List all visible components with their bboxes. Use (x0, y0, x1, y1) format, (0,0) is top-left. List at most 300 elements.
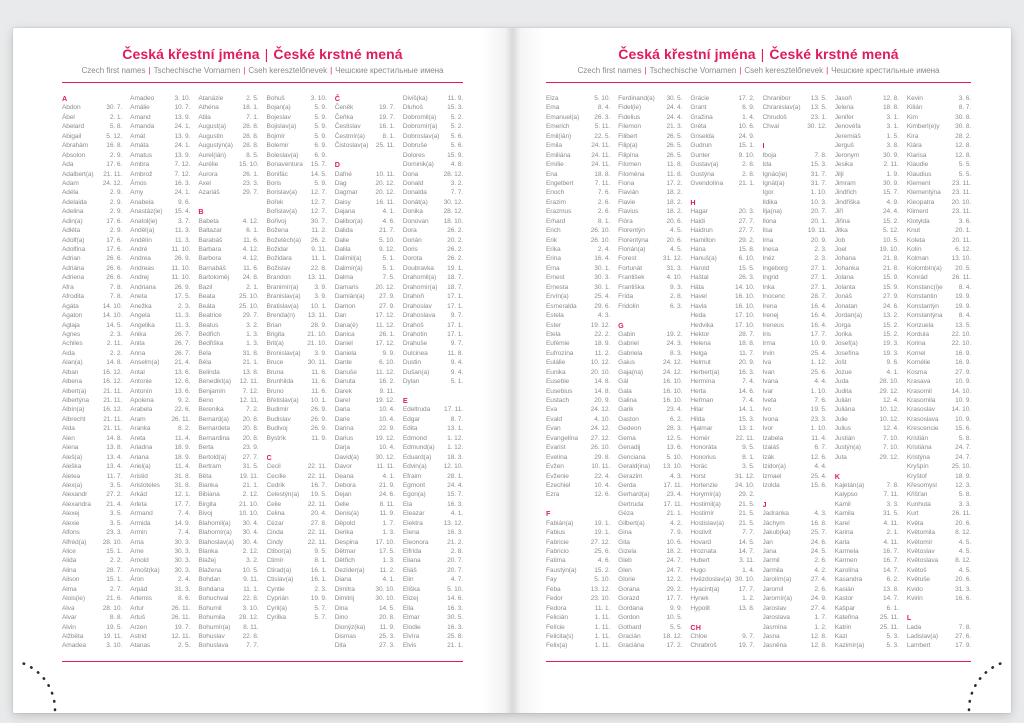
first-name: Irena (762, 302, 778, 310)
name-day-date: 30. 3. (174, 566, 191, 574)
first-name: Branislav(a) (266, 293, 301, 301)
first-name: Jindřiška (834, 198, 860, 206)
name-day-date: 11. 6. (311, 387, 327, 395)
name-entry (62, 113, 122, 122)
first-name: Despina (334, 538, 359, 546)
name-entry (335, 472, 395, 481)
first-name: Genadij (618, 444, 641, 452)
name-day-date: 29. 12. (879, 387, 899, 395)
name-entry (62, 575, 122, 584)
name-entry (198, 160, 258, 169)
first-name: Edvin(a) (402, 463, 427, 471)
name-entry (403, 245, 463, 254)
first-name: Jonatan (834, 302, 858, 310)
first-name: Garik (618, 406, 634, 414)
first-name: Brigita (266, 330, 285, 338)
name-entry (763, 207, 827, 216)
name-day-date: 30. 1. (594, 264, 611, 272)
first-name: Adin(a) (62, 217, 83, 225)
first-name: Job (834, 236, 846, 244)
name-entry (267, 103, 327, 112)
name-day-date: 17. 5. (378, 548, 395, 555)
name-day-date: 26. 9. (174, 255, 191, 263)
name-entry (403, 207, 463, 216)
name-day-date: 16. 3. (447, 500, 464, 508)
name-day-date: 14. 5. (310, 170, 327, 178)
name-entry (835, 415, 899, 424)
first-name: Barbora (198, 255, 222, 263)
name-entry (62, 604, 122, 613)
name-day-date: 15. 7. (882, 189, 899, 197)
name-entry (403, 330, 463, 339)
name-day-date: 16. 3. (447, 623, 464, 631)
name-entry (62, 264, 122, 273)
first-name: Atanázie (198, 95, 224, 102)
name-entry (62, 358, 122, 367)
name-entry (690, 415, 754, 424)
first-name: Edeltruda (402, 406, 431, 414)
name-entry (130, 556, 190, 565)
first-name: Hypolit (690, 604, 710, 612)
name-entry (267, 151, 327, 160)
name-day-date: 18. 2. (666, 198, 683, 206)
name-entry (546, 217, 610, 226)
name-day-date: 28. 10. (102, 604, 123, 612)
first-name: Chrabroš (690, 642, 717, 650)
first-name: Gabriela (618, 349, 643, 357)
name-day-date: 27. 4. (810, 576, 827, 584)
name-entry (763, 264, 827, 273)
name-entry (403, 509, 463, 518)
first-name: Fabricio (546, 548, 569, 555)
name-day-date: 2. 11. (883, 161, 899, 169)
name-day-date: 20. 9. (738, 359, 755, 367)
first-name: Gala (618, 387, 632, 395)
name-entry (335, 198, 395, 207)
first-name: Dora (402, 227, 417, 235)
separator: | (148, 66, 151, 75)
first-name: Hubert (690, 557, 710, 565)
name-day-date: 24. 4. (666, 104, 683, 112)
first-name: Hilda (690, 415, 705, 423)
name-entry (763, 179, 827, 188)
name-day-date: 28. 8. (242, 123, 259, 131)
name-entry (835, 94, 899, 103)
name-entry (130, 387, 190, 396)
first-name: Dezider(a) (334, 566, 365, 574)
first-name: Arleta (130, 500, 147, 508)
first-name: Konstanc(i)e (906, 283, 943, 291)
name-day-date: 7. 8. (109, 283, 123, 291)
name-entry (335, 387, 395, 396)
name-entry (546, 236, 610, 245)
first-name: Bojan(a) (266, 104, 291, 112)
first-name: Květa (906, 519, 924, 527)
name-entry (835, 623, 899, 632)
first-name: Josefína (834, 349, 859, 357)
first-name: Erika (546, 246, 561, 253)
first-name: Jarmil (762, 557, 780, 565)
name-day-date: 20. 10. (590, 368, 611, 376)
name-day-date: 24. 4. (447, 481, 464, 489)
first-name: Dismas (334, 632, 357, 640)
name-entry (546, 396, 610, 405)
name-entry (546, 292, 610, 301)
name-day-date: 2. 3. (814, 255, 827, 263)
name-day-date: 16. 3. (738, 368, 755, 376)
name-day-date: 6. 1. (886, 604, 899, 612)
section-letter: G (618, 320, 624, 330)
name-day-date: 1. 7. (814, 614, 827, 622)
first-name: Erazim (546, 198, 566, 206)
name-entry (907, 405, 971, 414)
first-name: Egmont (402, 481, 425, 489)
name-day-date: 23. 3. (810, 415, 827, 423)
name-day-date: 15. 7. (310, 161, 327, 169)
first-name: Krasoslav (906, 406, 935, 414)
name-entry (267, 358, 327, 367)
name-day-date: 8. 2. (178, 425, 191, 433)
name-entry (546, 151, 610, 160)
first-name: Konstantýn (906, 302, 939, 310)
first-name: Bratislav(a) (266, 302, 299, 310)
name-entry (130, 547, 190, 556)
name-entry (198, 368, 258, 377)
name-entry (130, 472, 190, 481)
name-day-date: 6. 10. (378, 359, 395, 367)
name-day-date: 13. 10. (662, 463, 683, 471)
first-name: Andreas (130, 264, 155, 272)
name-day-date: 8. 12. (955, 529, 972, 537)
name-day-date: 21. 4. (174, 359, 191, 367)
name-day-date: 26. 9. (310, 425, 327, 433)
name-entry (835, 122, 899, 131)
name-day-date: 16. 9. (955, 349, 972, 357)
name-entry (835, 103, 899, 112)
name-entry (907, 132, 971, 141)
first-name: Grácie (690, 95, 710, 102)
name-day-date: 2. 2. (109, 349, 123, 357)
first-name: Brian (266, 321, 282, 329)
first-name: Drahuše (402, 340, 428, 348)
name-entry (835, 604, 899, 613)
name-entry (62, 500, 122, 509)
name-entry (907, 538, 971, 547)
name-entry (618, 236, 682, 245)
name-entry (835, 443, 899, 452)
name-day-date: 7. 4. (742, 397, 755, 404)
name-day-date: 25. 7. (810, 529, 827, 537)
first-name: Augustýn(a) (198, 142, 233, 150)
name-entry (546, 377, 610, 386)
name-day-date: 30. 10. (375, 585, 395, 593)
first-name: Arpád (130, 585, 148, 593)
page-title (546, 46, 971, 63)
name-day-date: 2. 8. (742, 161, 755, 169)
name-day-date: 3. 10. (174, 95, 191, 102)
name-entry (198, 424, 258, 433)
spacer-row (907, 604, 971, 613)
name-entry (198, 462, 258, 471)
name-entry (835, 321, 899, 330)
first-name: Eliana (402, 557, 421, 565)
name-day-date: 31. 5. (882, 510, 899, 518)
first-name: Květoslava (906, 557, 939, 565)
first-name: Kira (906, 132, 919, 140)
first-name: Alois(ie) (62, 595, 85, 603)
name-entry (403, 528, 463, 537)
name-entry (618, 113, 682, 122)
name-entry (335, 358, 395, 367)
title-part: Чешские крестильные имена (831, 66, 940, 75)
first-name: Amanda (130, 123, 155, 131)
first-name: Helmut (690, 359, 711, 367)
first-name: Jindřich (834, 189, 857, 197)
name-day-date: 30. 8. (955, 123, 972, 131)
name-entry (546, 566, 610, 575)
name-entry (546, 585, 610, 594)
name-entry (267, 264, 327, 273)
name-day-date: 13. 11. (307, 274, 327, 282)
first-name: Gizela (618, 548, 637, 555)
first-name: Ella (402, 604, 414, 612)
first-name: Kvirin (906, 595, 923, 603)
name-entry (335, 443, 395, 452)
name-entry (62, 387, 122, 396)
first-name: Eusebie (546, 378, 570, 386)
name-day-date: 2. 3. (109, 330, 123, 338)
first-name: Dluhoš (402, 104, 423, 112)
name-entry (835, 349, 899, 358)
name-day-date: 14. 7. (738, 548, 755, 555)
diary-spread (13, 28, 1011, 713)
first-name: Karla (834, 538, 850, 546)
first-name: Dalida (334, 227, 353, 235)
name-day-date: 19. 9. (955, 302, 972, 310)
name-day-date: 19. 7. (378, 113, 395, 121)
first-name: Delie (334, 500, 350, 508)
first-name: Aleška (62, 463, 82, 471)
first-name: Darie (334, 415, 350, 423)
name-day-date: 29. 12. (879, 453, 899, 461)
name-entry (690, 245, 754, 254)
name-entry (62, 349, 122, 358)
name-day-date: 10. 12. (879, 406, 899, 414)
name-entry (763, 387, 827, 396)
first-name: Alexandr (62, 491, 88, 499)
first-name: Diana (334, 576, 352, 584)
first-name: Glorie (618, 576, 636, 584)
name-day-date: 5. 12. (106, 132, 123, 140)
name-day-date: 24. 11. (591, 142, 611, 150)
name-entry (130, 594, 190, 603)
name-entry (62, 273, 122, 282)
name-entry (130, 160, 190, 169)
name-day-date: 7. 12. (174, 170, 191, 178)
name-day-date: 10. 1. (310, 302, 327, 310)
name-day-date: 26. 2. (447, 255, 464, 263)
name-day-date: 6. 7. (814, 444, 827, 452)
name-entry (198, 509, 258, 518)
first-name: Benjamín (198, 387, 226, 395)
name-day-date: 30. 4. (242, 538, 259, 546)
name-day-date: 18. 7. (447, 283, 464, 291)
name-entry (62, 151, 122, 160)
name-entry (130, 217, 190, 226)
name-day-date: 19. 11. (103, 632, 123, 640)
name-day-date: 29. 6. (594, 302, 611, 310)
name-entry (335, 330, 395, 339)
name-day-date: 4. 11. (883, 538, 899, 546)
footer-rule (62, 661, 463, 662)
name-entry (763, 434, 827, 443)
name-entry (198, 528, 258, 537)
name-day-date: 31. 12. (735, 472, 755, 480)
name-day-date: 2. 9. (109, 198, 123, 206)
name-entry (907, 481, 971, 490)
name-entry (546, 132, 610, 141)
name-day-date: 10. 5. (242, 566, 259, 574)
name-day-date: 13. 5. (955, 321, 972, 329)
name-day-date: 5. 2. (450, 123, 464, 131)
first-name: Kolín (906, 246, 922, 253)
name-day-date: 23. 4. (666, 406, 683, 414)
name-day-date: 29. 7. (242, 312, 259, 320)
first-name: Gvendolína (690, 179, 724, 187)
name-entry (907, 292, 971, 301)
name-entry (403, 519, 463, 528)
name-entry (690, 292, 754, 301)
name-day-date: 16. 8. (106, 142, 123, 150)
name-entry (835, 132, 899, 141)
name-entry (335, 377, 395, 386)
name-day-date: 12. 8. (955, 151, 972, 159)
first-name: Dita (334, 642, 347, 650)
name-day-date: 7. 6. (814, 397, 827, 404)
name-entry (130, 339, 190, 348)
name-entry (907, 472, 971, 481)
name-day-date: 30. 1. (594, 283, 611, 291)
first-name: Fay (546, 576, 557, 584)
name-entry (62, 434, 122, 443)
name-day-date: 11. 4. (174, 463, 191, 471)
first-name: Deana (334, 472, 354, 480)
first-name: Johana (834, 255, 856, 263)
name-entry (403, 462, 463, 471)
name-entry (335, 632, 395, 641)
name-day-date: 21. 11. (103, 387, 123, 395)
spacer-row (198, 198, 258, 207)
first-name: Fidel(ie) (618, 104, 642, 112)
first-name: Haštal (690, 274, 709, 282)
name-day-date: 15. 5. (738, 264, 755, 272)
first-name: Emílie (546, 161, 564, 169)
first-name: Faustýn(a) (546, 566, 577, 574)
first-name: Antonín (130, 387, 153, 395)
name-entry (62, 339, 122, 348)
first-name: Jenifer (834, 113, 854, 121)
name-day-date: 18. 9. (174, 453, 191, 461)
name-day-date: 4. 3. (814, 510, 827, 518)
first-name: Josef(a) (834, 340, 858, 348)
first-name: Damaris (334, 283, 359, 291)
name-day-date: 31. 3. (955, 585, 972, 593)
name-entry (546, 547, 610, 556)
first-name: Blažena (198, 566, 222, 574)
name-entry (835, 245, 899, 254)
first-name: Bazil (198, 283, 213, 291)
name-day-date: 18. 3. (447, 453, 464, 461)
first-name: Alban (62, 368, 79, 376)
first-name: Ábel (62, 113, 75, 121)
first-name: Babeta (198, 217, 219, 225)
first-name: Karina (834, 529, 854, 537)
first-name: Áron (130, 576, 144, 584)
name-entry (403, 103, 463, 112)
first-name: Danica (334, 330, 355, 338)
first-name: Beatrice (198, 312, 222, 320)
name-entry (198, 292, 258, 301)
first-name: Derika (334, 529, 354, 537)
name-day-date: 1. 3. (246, 340, 259, 348)
first-name: Aglaja (62, 321, 80, 329)
name-entry (690, 122, 754, 131)
first-name: Glen (618, 566, 632, 574)
name-entry (62, 424, 122, 433)
first-name: Čeněk (334, 104, 354, 112)
first-name: Fedora (546, 604, 567, 612)
name-day-date: 24. 6. (810, 538, 827, 546)
name-day-date: 4. 10. (666, 274, 683, 282)
first-name: Etela (546, 330, 561, 338)
name-entry (763, 311, 827, 320)
first-name: Absolon (62, 151, 86, 159)
first-name: Julie (834, 415, 848, 423)
name-entry (403, 349, 463, 358)
name-entry (763, 472, 827, 481)
name-entry (267, 311, 327, 320)
name-day-date: 23. 11. (952, 208, 972, 216)
name-entry (198, 405, 258, 414)
name-entry (335, 566, 395, 575)
first-name: Čestmír(a) (334, 132, 365, 140)
name-day-date: 12. 1. (174, 491, 191, 499)
name-entry (267, 575, 327, 584)
first-name: Aneta (130, 293, 147, 301)
name-day-date: 5. 11. (594, 123, 611, 131)
name-entry (546, 641, 610, 650)
name-entry (335, 462, 395, 471)
name-day-date: 24. 9. (810, 595, 827, 603)
name-day-date: 7. 11. (594, 179, 611, 187)
name-day-date: 24. 12. (590, 425, 611, 433)
name-entry (618, 453, 682, 462)
name-day-date: 9. 4. (450, 368, 464, 376)
first-name: Chrudoš (762, 113, 787, 121)
first-name: Hedvika (690, 321, 714, 329)
name-entry (198, 358, 258, 367)
name-day-date: 8. 11. (243, 623, 259, 631)
first-name: David(a) (334, 453, 359, 461)
name-entry (62, 623, 122, 632)
title-part: Cseh keresztelőnevek (744, 66, 824, 75)
name-day-date: 9. 11. (243, 576, 259, 584)
name-entry (690, 434, 754, 443)
name-day-date: 11. 4. (811, 434, 827, 442)
name-day-date: 17. 1. (447, 293, 464, 301)
name-day-date: 2. 6. (597, 208, 611, 216)
first-name: Konrád (906, 274, 928, 282)
